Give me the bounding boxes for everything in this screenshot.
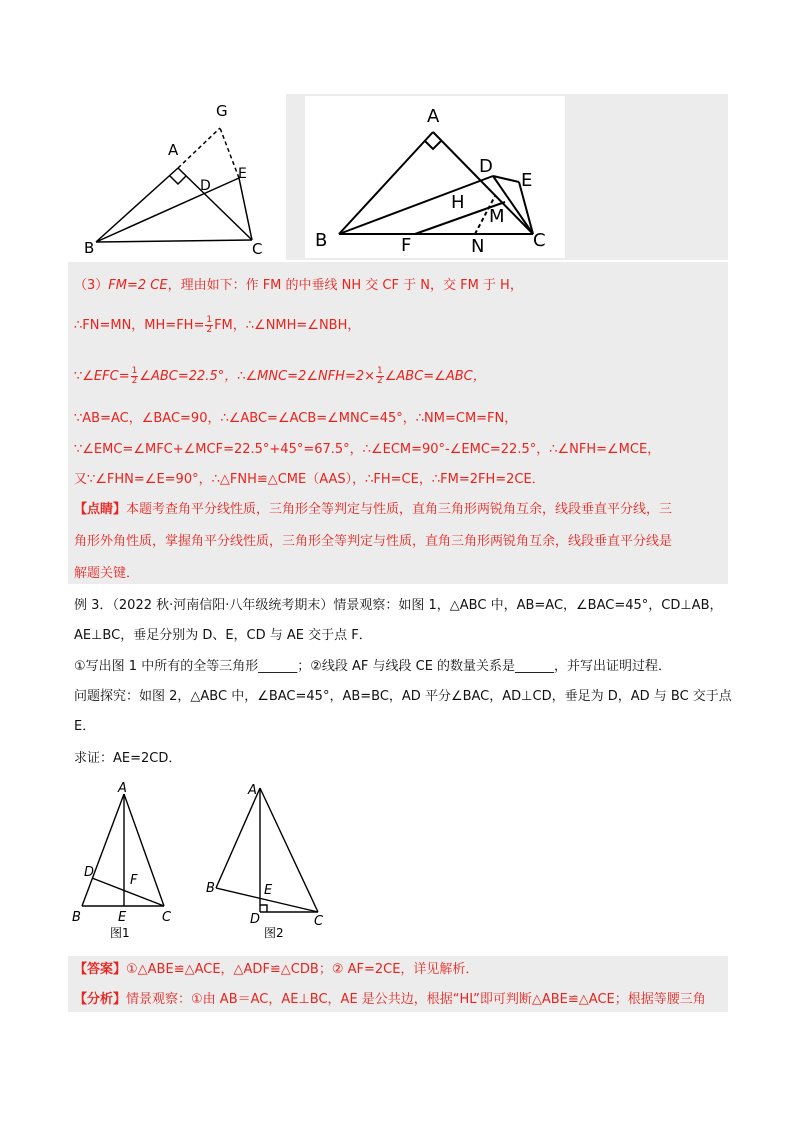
label-E: E xyxy=(118,910,127,925)
label-D: D xyxy=(84,865,95,880)
label-B: B xyxy=(72,910,81,925)
label-M: M xyxy=(489,206,505,227)
solution-line-3: ∵∠EFC= $\frac{1}{2}$ ∠ABC=22.5°，∴∠MNC=2∠NFH=2× $\frac{1}{2}$ ∠ABC=∠ABC， xyxy=(74,366,486,386)
solution-line-2: ∴FN=MN，MH=FH= $\frac{1}{2}$ FM，∴∠NMH=∠NBH， xyxy=(74,315,361,335)
example-line-6: 求证：AE=2CD． xyxy=(74,751,182,766)
label-B: B xyxy=(84,239,95,257)
example-line-2: AE⊥BC，垂足分别为 D、E，CD 与 AE 交于点 F． xyxy=(74,628,372,643)
comment-line-3: 解题关键． xyxy=(74,566,140,581)
label-D: D xyxy=(479,156,493,177)
label-A: A xyxy=(168,141,179,159)
label-C: C xyxy=(162,910,172,925)
figure-right-triangle xyxy=(305,96,565,258)
comment-line-1: 【点睛】本题考查角平分线性质，三角形全等判定与性质，直角三角形两锐角互余，线段垂直平分线，三 xyxy=(74,502,673,517)
label-F: F xyxy=(130,873,138,888)
example-line-1: 例 3．（2022 秋·河南信阳·八年级统考期末）情景观察：如图 1，△ABC 中，AB=AC，∠BAC=45°，CD⊥AB， xyxy=(74,598,723,613)
comment-line-2: 角形外角性质，掌握角平分线性质，三角形全等判定与性质，直角三角形两锐角互余，线段垂直平分线是 xyxy=(74,534,673,549)
label-A: A xyxy=(118,781,127,796)
label-D: D xyxy=(200,178,211,194)
label-D: D xyxy=(250,912,261,927)
fraction-half: $\frac{1}{2}$ xyxy=(206,315,213,335)
figure-left-triangle xyxy=(70,98,270,258)
analysis-line: 【分析】情景观察：①由 AB＝AC，AE⊥BC，AE 是公共边，根据“HL”即可判断△ABE≌△ACE；根据等腰三角 xyxy=(74,992,706,1007)
fraction-half: $\frac{1}{2}$ xyxy=(377,366,383,386)
label-G: G xyxy=(216,102,228,120)
label-B: B xyxy=(315,230,328,251)
example-line-3: ①写出图 1 中所有的全等三角形______；②线段 AF 与线段 CE 的数量关系是______，并写出证明过程． xyxy=(74,659,672,674)
figure-1-caption: 图1 xyxy=(110,926,130,940)
label-A: A xyxy=(248,783,257,798)
label-E: E xyxy=(521,170,533,191)
fraction-half: $\frac{1}{2}$ xyxy=(131,366,138,386)
solution-line-5: ∵∠EMC=∠MFC+∠MCF=22.5°+45°=67.5°，∴∠ECM=90°-∠EMC=22.5°，∴∠NFH=∠MCE， xyxy=(74,442,661,457)
label-A: A xyxy=(427,106,440,127)
label-E: E xyxy=(264,883,273,898)
label-B: B xyxy=(206,881,215,896)
figure-2 xyxy=(202,778,332,940)
label-C: C xyxy=(314,914,324,929)
label-F: F xyxy=(401,235,412,256)
figure-1 xyxy=(72,778,184,940)
solution-line-1: （3）FM=2 CE，理由如下：作 FM 的中垂线 NH 交 CF 于 N，交 FM 于 H， xyxy=(74,278,523,293)
label-C: C xyxy=(252,240,263,258)
figure-2-caption: 图2 xyxy=(264,926,284,940)
label-N: N xyxy=(471,236,485,257)
label-H: H xyxy=(451,192,465,213)
label-E: E xyxy=(238,166,247,182)
label-C: C xyxy=(533,230,546,251)
solution-line-4: ∵AB=AC，∠BAC=90，∴∠ABC=∠ACB=∠MNC=45°，∴NM=CM=FN， xyxy=(74,411,518,426)
answer-line: 【答案】①△ABE≌△ACE，△ADF≌△CDB；② AF=2CE，详见解析． xyxy=(74,962,479,977)
example-line-5: E． xyxy=(74,719,96,734)
solution-line-6: 又∵∠FHN=∠E=90°，∴△FNH≌△CME（AAS），∴FH=CE，∴FM=2FH=2CE． xyxy=(74,472,545,487)
example-line-4: 问题探究：如图 2，△ABC 中，∠BAC=45°，AB=BC，AD 平分∠BAC，AD⊥CD，垂足为 D，AD 与 BC 交于点 xyxy=(74,689,732,704)
